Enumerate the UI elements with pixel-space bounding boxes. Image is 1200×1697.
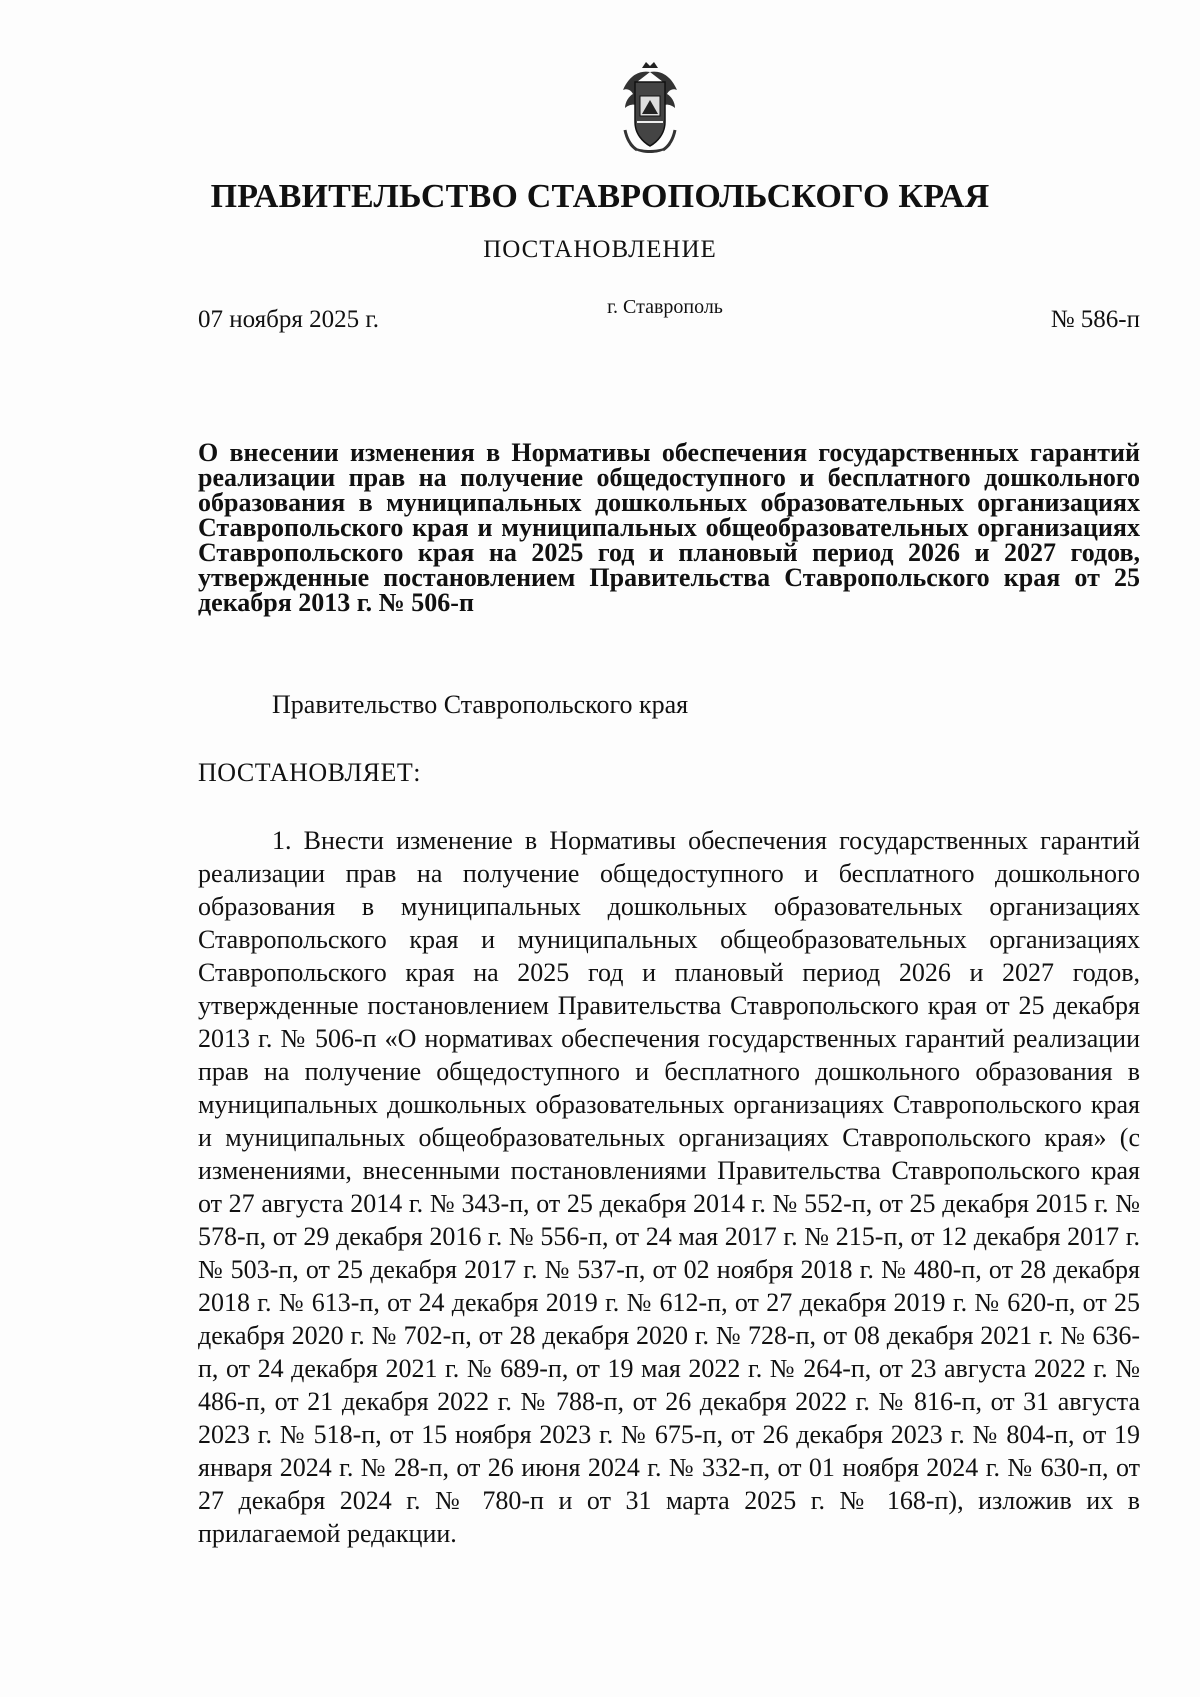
organization-name: ПРАВИТЕЛЬСТВО СТАВРОПОЛЬСКОГО КРАЯ (210, 178, 990, 215)
coat-of-arms-icon (615, 60, 685, 160)
document-type: ПОСТАНОВЛЕНИЕ (483, 236, 717, 263)
preamble-resolves: ПОСТАНОВЛЯЕТ: (198, 758, 421, 787)
preamble-government: Правительство Ставропольского края (272, 690, 689, 719)
document-date: 07 ноября 2025 г. (198, 306, 380, 333)
document-title: О внесении изменения в Нормативы обеспечения государственных гарантий реализации прав на получение общедоступного и бесплатного дошкольного образования в муниципальных дошкольных образовательных организациях Ставропольского края и муниципальных общеобразовательных организациях Ставропольского края на 2025 год и плановый период 2026 и 2027 годов, утвержденные постановлением Правительства Ставропольского края от 25 декабря 2013 г. № 506-п (198, 438, 1140, 617)
document-number: № 586-п (1050, 306, 1140, 333)
paragraph-1: 1. Внести изменение в Нормативы обеспечения государственных гарантий реализации прав на получение общедоступного и бесплатного дошкольного образования в муниципальных дошкольных образовательных организациях Ставропольского края и муниципальных общеобразовательных организациях Ставропольского края на 2025 год и плановый период 2026 и 2027 годов, утвержденные постановлением Правительства Ставропольского края от 25 декабря 2013 г. № 506-п «О нормативах обеспечения государственных гарантий реализации прав на получение общедоступного и бесплатного дошкольного образования в муниципальных дошкольных образовательных организациях Ставропольского края и муниципальных общеобразовательных организациях Ставропольского края» (с изменениями, внесенными постановлениями Правительства Ставропольского края от 27 августа 2014 г. № 343-п, от 25 декабря 2014 г. № 552-п, от 25 декабря 2015 г. № 578-п, от 29 декабря 2016 г. № 556-п, от 24 мая 2017 г. № 215-п, от 12 декабря 2017 г. № 503-п, от 25 декабря 2017 г. № 537-п, от 02 ноября 2018 г. № 480-п, от 28 декабря 2018 г. № 613-п, от 24 декабря 2019 г. № 612-п, от 27 декабря 2019 г. № 620-п, от 25 декабря 2020 г. № 702-п, от 28 декабря 2020 г. № 728-п, от 08 декабря 2021 г. № 636-п, от 24 декабря 2021 г. № 689-п, от 19 мая 2022 г. № 264-п, от 23 августа 2022 г. № 486-п, от 21 декабря 2022 г. № 788-п, от 26 декабря 2022 г. № 816-п, от 31 августа 2023 г. № 518-п, от 15 ноября 2023 г. № 675-п, от 26 декабря 2023 г. № 804-п, от 19 января 2024 г. № 28-п, от 26 июня 2024 г. № 332-п, от 01 ноября 2024 г. № 630-п, от 27 декабря 2024 г. № 780-п и от 31 марта 2025 г. № 168-п), изложив их в прилагаемой редакции. (198, 826, 1140, 1548)
document-city: г. Ставрополь (607, 296, 723, 318)
